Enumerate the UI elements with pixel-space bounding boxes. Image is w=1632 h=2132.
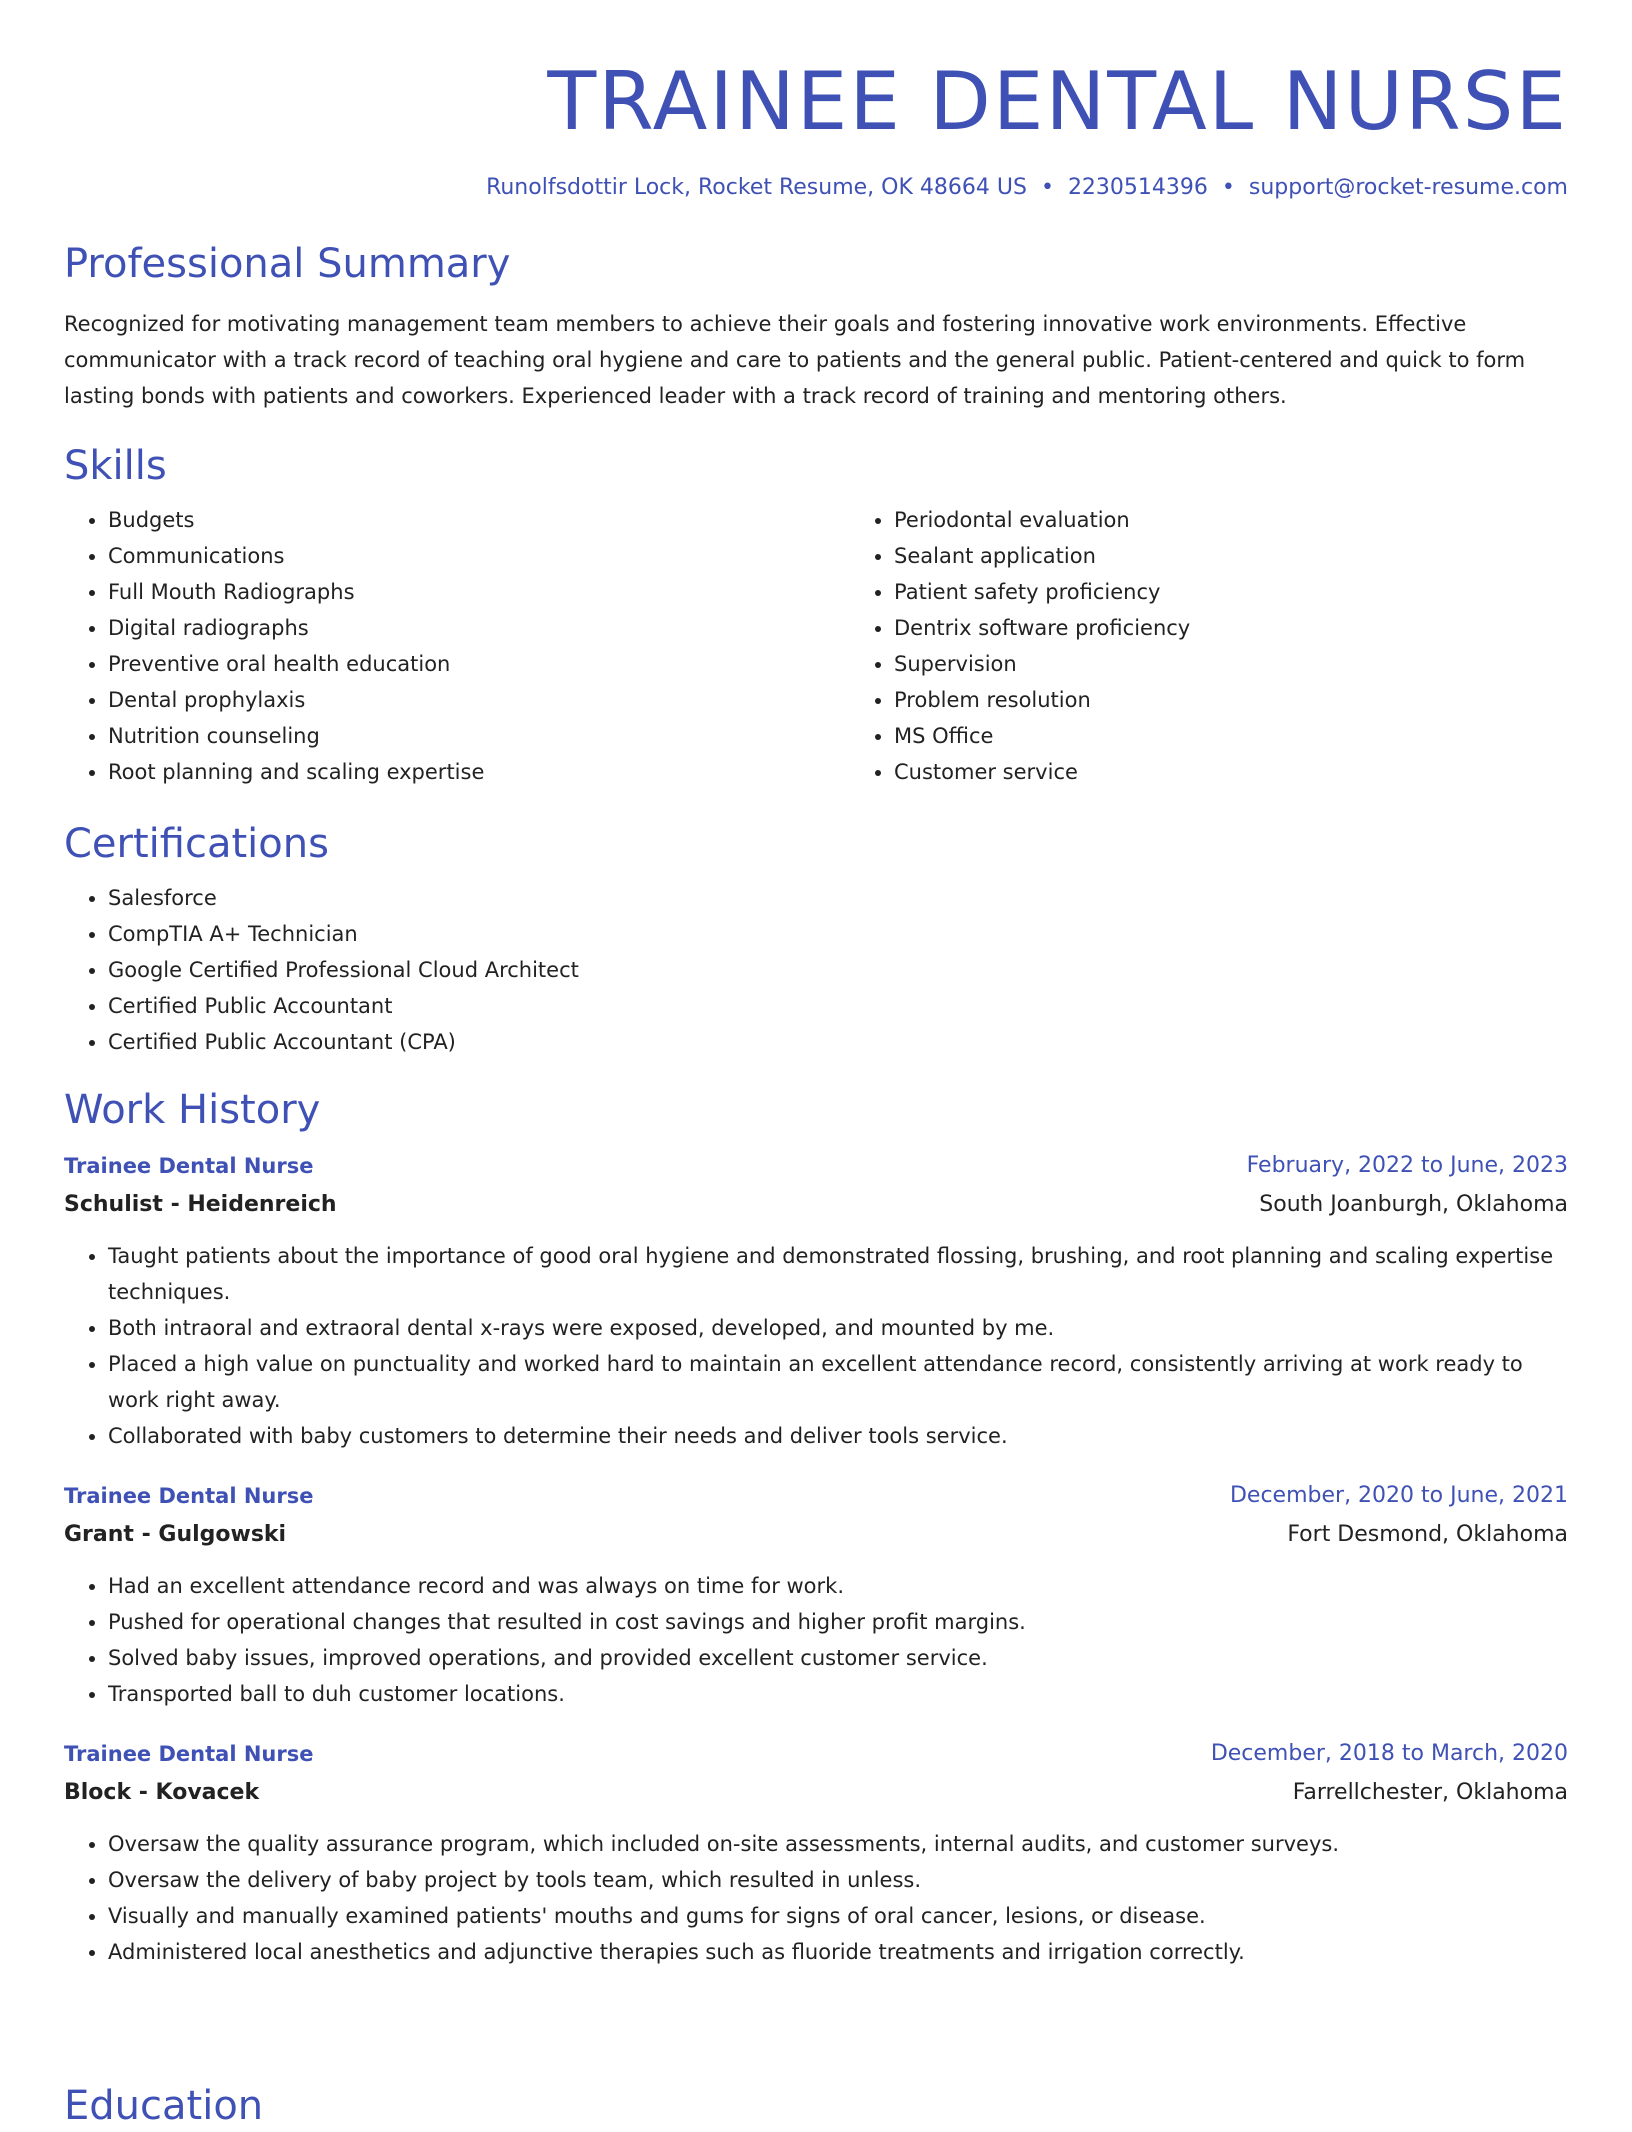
skills-list-left — [64, 502, 850, 790]
job-bullet: • Solved baby issues, improved operations, and provided excellent customer service. — [108, 1640, 1568, 1676]
skill-item: • Dental prophylaxis — [108, 682, 850, 718]
job-entry — [64, 1476, 1568, 1712]
certification-item: • Certified Public Accountant (CPA) — [108, 1024, 1568, 1060]
resume-header — [64, 0, 1568, 204]
certification-item: • CompTIA A+ Technician — [108, 916, 1568, 952]
skill-item: • Root planning and scaling expertise — [108, 754, 850, 790]
job-dates: February, 2022 to June, 2023 — [1246, 1153, 1568, 1178]
job-title-row — [64, 1734, 1568, 1774]
skill-item: • Budgets — [108, 502, 850, 538]
skill-item: • Sealant application — [894, 538, 1568, 574]
skill-item: • Patient safety proficiency — [894, 574, 1568, 610]
contact-separator: • — [1221, 175, 1235, 200]
job-title: Trainee Dental Nurse — [64, 1742, 314, 1766]
job-company: Grant - Gulgowski — [64, 1522, 287, 1547]
skill-item: • Periodontal evaluation — [894, 502, 1568, 538]
resume-name: TRAINEE DENTAL NURSE — [547, 55, 1568, 148]
summary-text: Recognized for motivating management team members to achieve their goals and fostering innovative work environments. Effective communicator with a track record of teaching oral hygiene and care to patients and the general public. Patient-centered and quick to form lasting bonds with patients and coworkers. Experienced leader with a track record of training and mentoring others. — [64, 312, 1526, 408]
skill-item: • Problem resolution — [894, 682, 1568, 718]
skill-item: • MS Office — [894, 718, 1568, 754]
certifications-list — [64, 880, 1568, 1060]
education-heading: Education — [64, 2083, 264, 2129]
job-company-row — [64, 1516, 1568, 1554]
job-title-row — [64, 1146, 1568, 1186]
certification-item: • Google Certified Professional Cloud Architect — [108, 952, 1568, 988]
job-bullet: • Pushed for operational changes that resulted in cost savings and higher profit margins. — [108, 1604, 1568, 1640]
skills-list-right — [850, 502, 1568, 790]
job-title: Trainee Dental Nurse — [64, 1154, 314, 1178]
skill-item: • Full Mouth Radiographs — [108, 574, 850, 610]
skill-item: • Preventive oral health education — [108, 646, 850, 682]
skills-heading: Skills — [64, 443, 167, 489]
job-title: Trainee Dental Nurse — [64, 1484, 314, 1508]
job-dates: December, 2018 to March, 2020 — [1210, 1741, 1568, 1766]
job-location: Farrellchester, Oklahoma — [1292, 1780, 1568, 1805]
job-company: Schulist - Heidenreich — [64, 1192, 337, 1217]
job-location: Fort Desmond, Oklahoma — [1287, 1522, 1568, 1547]
contact-email[interactable]: support@rocket-resume.com — [1248, 175, 1568, 200]
job-title-row — [64, 1476, 1568, 1516]
skill-item: • Nutrition counseling — [108, 718, 850, 754]
summary-heading: Professional Summary — [64, 241, 511, 287]
work-history-heading: Work History — [64, 1087, 321, 1133]
job-bullet: • Had an excellent attendance record and was always on time for work. — [108, 1568, 1568, 1604]
job-bullets — [64, 1826, 1568, 1970]
job-bullet: • Visually and manually examined patients' mouths and gums for signs of oral cancer, lesions, or disease. — [108, 1898, 1568, 1934]
skill-item: • Digital radiographs — [108, 610, 850, 646]
skill-item: • Communications — [108, 538, 850, 574]
contact-separator: • — [1040, 175, 1054, 200]
job-bullet: • Oversaw the quality assurance program, which included on-site assessments, internal audits, and customer surveys. — [108, 1826, 1568, 1862]
job-bullet: • Placed a high value on punctuality and worked hard to maintain an excellent attendance record, consistently arriving at work ready to work right away. — [108, 1346, 1568, 1418]
skills-grid — [64, 502, 1568, 790]
job-bullet: • Taught patients about the importance of good oral hygiene and demonstrated flossing, brushing, and root planning and scaling expertise techniques. — [108, 1238, 1568, 1310]
job-location: South Joanburgh, Oklahoma — [1259, 1192, 1568, 1217]
job-bullet: • Both intraoral and extraoral dental x-rays were exposed, developed, and mounted by me. — [108, 1310, 1568, 1346]
certifications-heading: Certifications — [64, 821, 329, 867]
contact-line — [64, 172, 1568, 204]
job-bullets — [64, 1238, 1568, 1454]
job-company: Block - Kovacek — [64, 1780, 260, 1805]
contact-phone: 2230514396 — [1067, 175, 1208, 200]
job-bullets — [64, 1568, 1568, 1712]
certification-item: • Salesforce — [108, 880, 1568, 916]
job-bullet: • Oversaw the delivery of baby project by tools team, which resulted in unless. — [108, 1862, 1568, 1898]
skill-item: • Dentrix software proficiency — [894, 610, 1568, 646]
job-company-row — [64, 1186, 1568, 1224]
skill-item: • Customer service — [894, 754, 1568, 790]
job-company-row — [64, 1774, 1568, 1812]
job-bullet: • Administered local anesthetics and adjunctive therapies such as fluoride treatments and irrigation correctly. — [108, 1934, 1568, 1970]
job-dates: December, 2020 to June, 2021 — [1229, 1483, 1568, 1508]
job-bullet: • Collaborated with baby customers to determine their needs and deliver tools service. — [108, 1418, 1568, 1454]
job-entry — [64, 1146, 1568, 1454]
job-bullet: • Transported ball to duh customer locations. — [108, 1676, 1568, 1712]
job-entry — [64, 1734, 1568, 1970]
skill-item: • Supervision — [894, 646, 1568, 682]
certification-item: • Certified Public Accountant — [108, 988, 1568, 1024]
contact-address: Runolfsdottir Lock, Rocket Resume, OK 48664 US — [486, 175, 1027, 200]
